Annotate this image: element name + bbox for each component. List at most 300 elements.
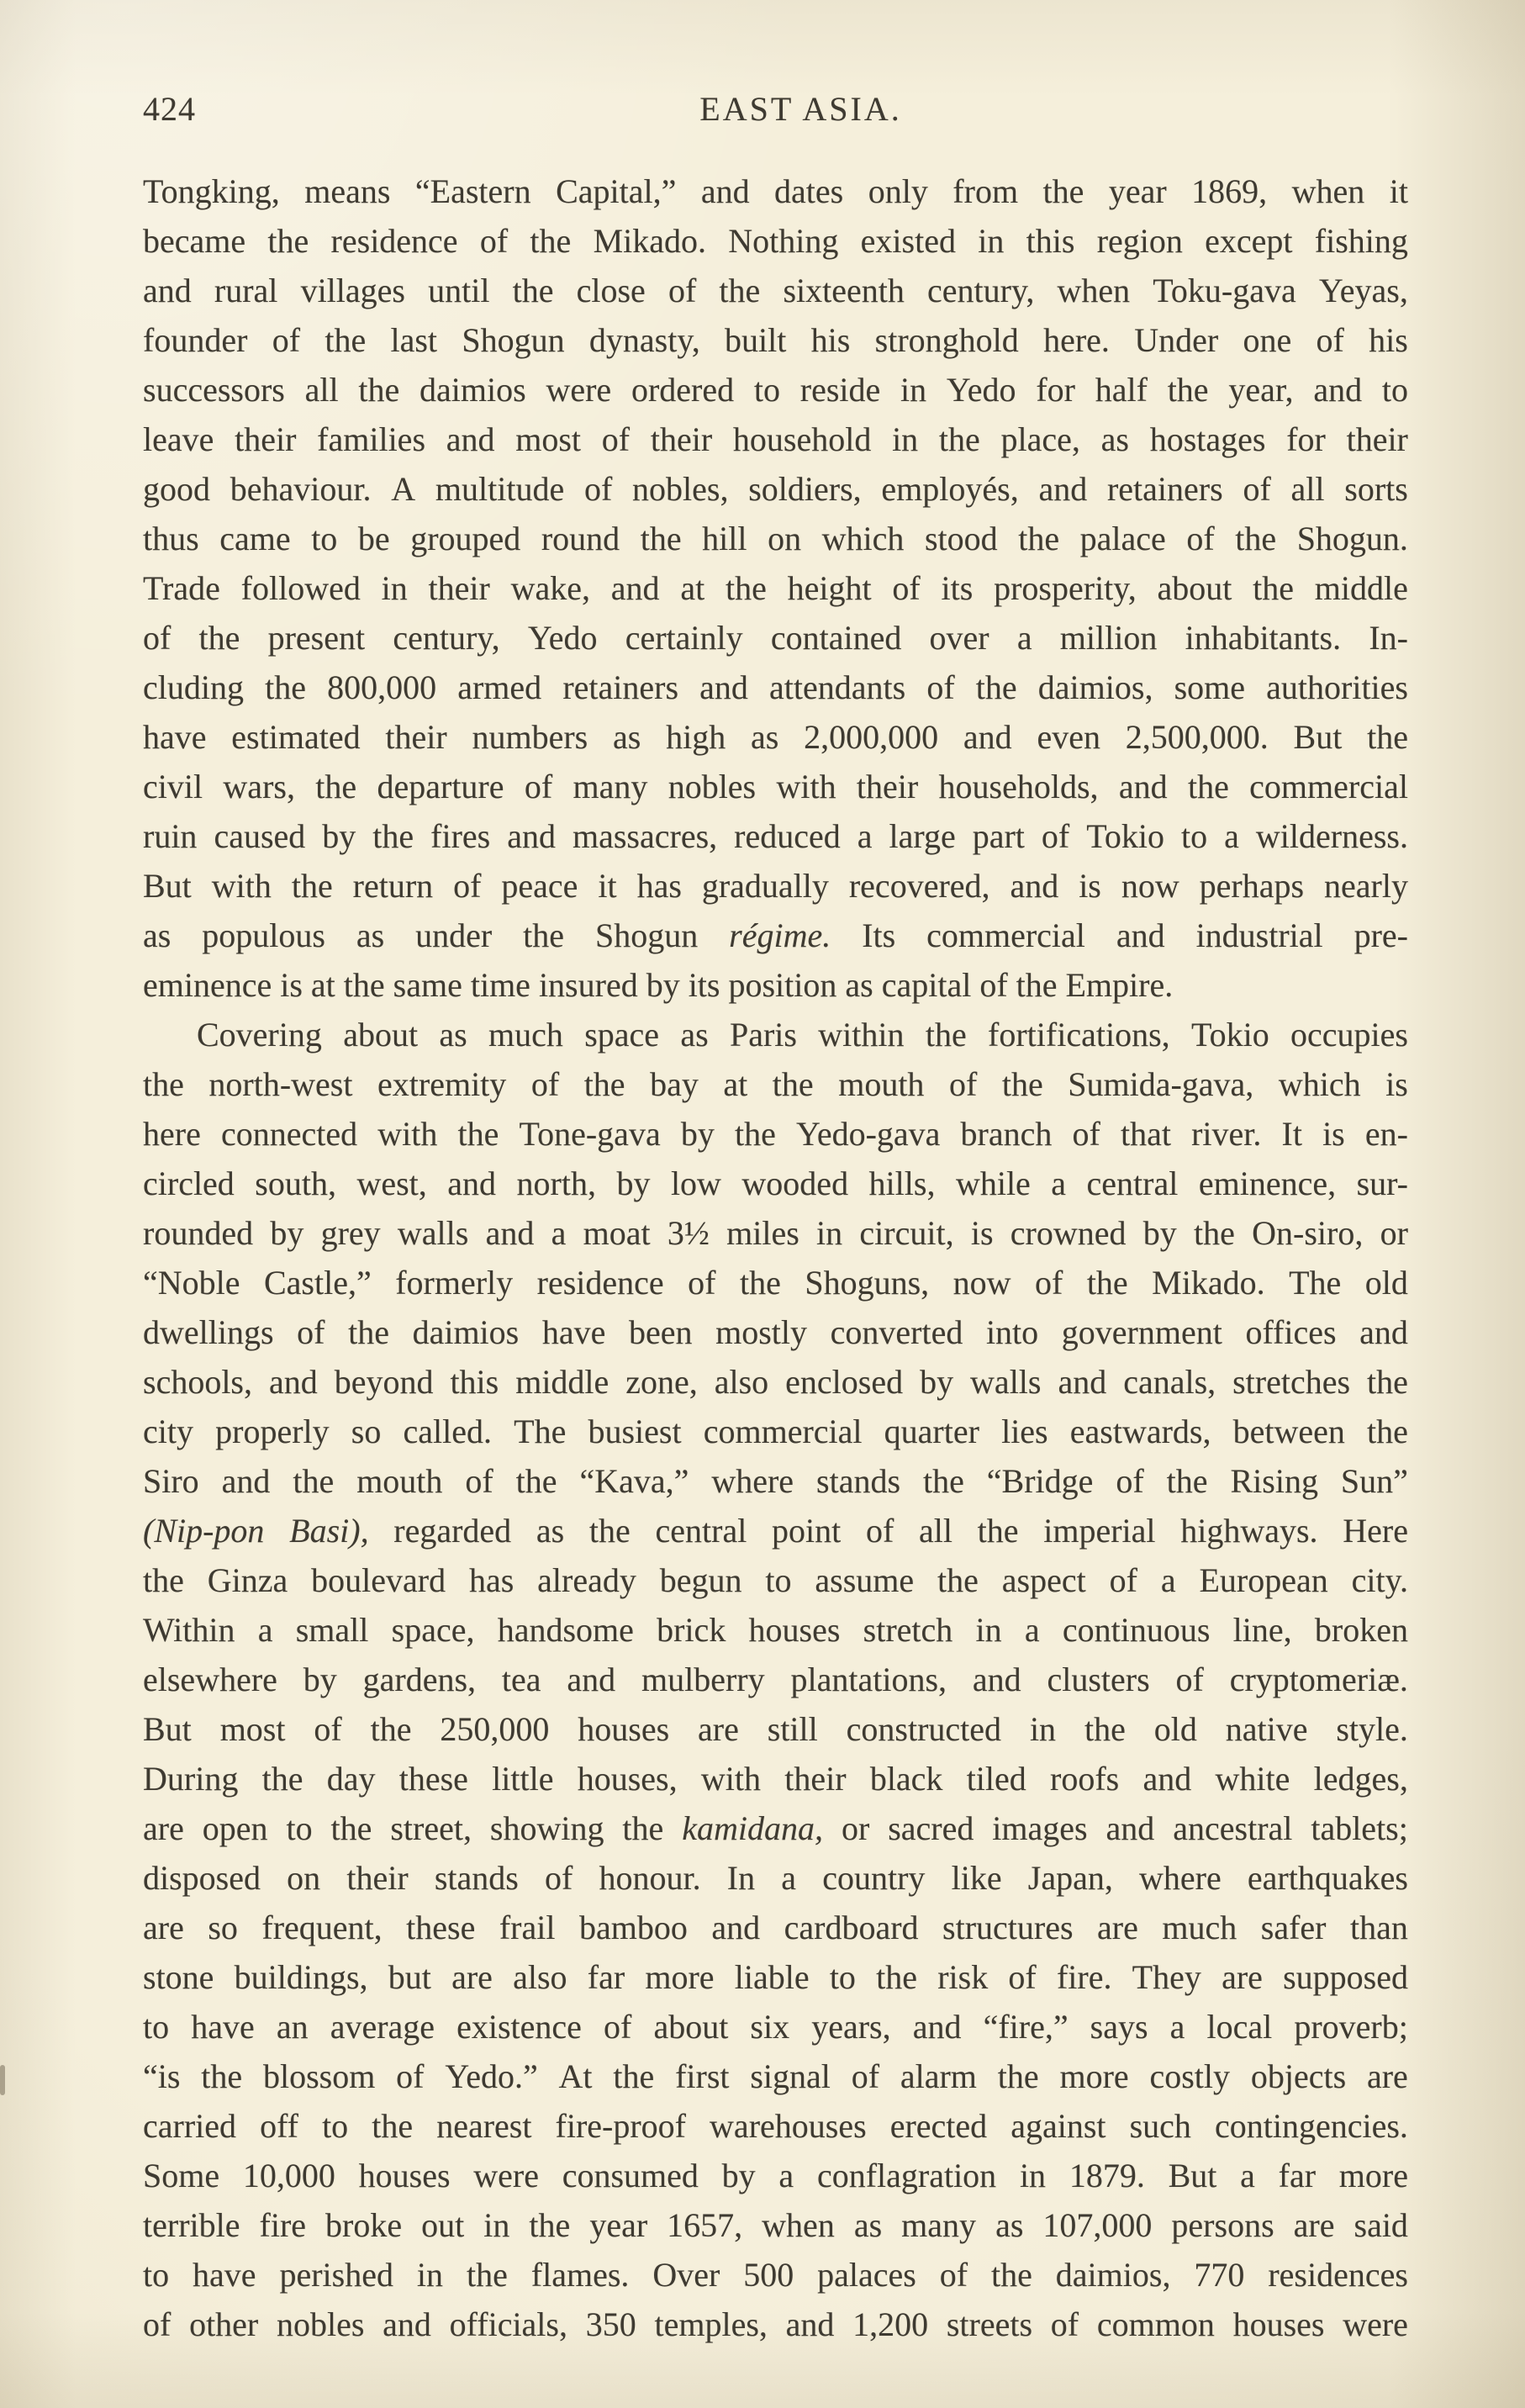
word: fire-proof bbox=[555, 2107, 686, 2145]
word: Nothing bbox=[728, 222, 839, 260]
word: the bbox=[372, 2107, 414, 2145]
word: the bbox=[201, 2057, 243, 2095]
word: and bbox=[567, 1661, 616, 1698]
word: the bbox=[330, 1809, 372, 1847]
word: existed bbox=[860, 222, 956, 260]
word: century, bbox=[927, 272, 1035, 309]
word: and bbox=[447, 1164, 497, 1202]
word: in bbox=[1029, 1710, 1057, 1748]
word: wooded bbox=[741, 1164, 849, 1202]
word: eastwards, bbox=[1069, 1413, 1211, 1450]
word: and bbox=[912, 2008, 962, 2046]
word: fire. bbox=[1056, 1958, 1112, 1996]
word: here bbox=[143, 1115, 201, 1153]
word: soldiers, bbox=[748, 470, 862, 508]
word: these bbox=[406, 1909, 476, 1946]
word: thus bbox=[143, 520, 199, 557]
word: the bbox=[772, 1065, 814, 1103]
word: also bbox=[513, 1958, 567, 1996]
word: rural bbox=[214, 272, 278, 309]
word: as bbox=[143, 916, 171, 954]
word: and bbox=[143, 272, 192, 309]
text-line bbox=[143, 911, 1408, 960]
word: its bbox=[941, 569, 974, 607]
word: a bbox=[1051, 1164, 1067, 1202]
word: warehouses bbox=[710, 2107, 867, 2145]
word: perhaps bbox=[1199, 867, 1305, 905]
word: about bbox=[343, 1016, 419, 1054]
text-line bbox=[143, 712, 1408, 762]
page-header bbox=[143, 89, 1408, 131]
word: estimated bbox=[231, 718, 361, 756]
word: Yedo-gava bbox=[795, 1115, 941, 1153]
word: Within bbox=[143, 1611, 235, 1649]
word: multitude bbox=[435, 470, 565, 508]
word: of bbox=[583, 470, 613, 508]
word: contingencies. bbox=[1215, 2107, 1408, 2145]
word: north, bbox=[516, 1164, 596, 1202]
word: perished bbox=[279, 2256, 393, 2294]
word: massacres, bbox=[572, 817, 718, 855]
word: followed bbox=[240, 569, 361, 607]
word: formerly bbox=[395, 1264, 514, 1302]
word: in bbox=[416, 2256, 444, 2294]
word: until bbox=[428, 272, 490, 309]
word: of bbox=[1186, 520, 1215, 557]
word: space bbox=[584, 1016, 660, 1054]
word: of bbox=[939, 2256, 968, 2294]
word: extremity bbox=[377, 1065, 507, 1103]
word: day bbox=[326, 1760, 376, 1798]
word: offices bbox=[1245, 1313, 1337, 1351]
word: dwellings bbox=[143, 1313, 274, 1351]
word: to bbox=[1381, 371, 1408, 409]
word: sixteenth bbox=[783, 272, 905, 309]
word: 107,000 bbox=[1042, 2206, 1153, 2244]
word: is bbox=[970, 1214, 994, 1252]
word: lies bbox=[1001, 1413, 1048, 1450]
word: into bbox=[985, 1313, 1039, 1351]
text-line bbox=[143, 613, 1408, 663]
word: officials, bbox=[449, 2305, 567, 2343]
word: with bbox=[377, 1115, 438, 1153]
word: During bbox=[143, 1760, 239, 1798]
word: of bbox=[851, 2057, 880, 2095]
word: old bbox=[1153, 1710, 1197, 1748]
word: objects bbox=[1250, 2057, 1347, 2095]
word: were bbox=[546, 371, 612, 409]
word: in bbox=[978, 222, 1005, 260]
word: return bbox=[352, 867, 434, 905]
word: signal bbox=[750, 2057, 831, 2095]
word: nearly bbox=[1324, 867, 1408, 905]
word: at bbox=[723, 1065, 748, 1103]
word: hostages bbox=[1149, 420, 1266, 458]
scan-edge-mark bbox=[0, 2065, 5, 2095]
word: far bbox=[587, 1958, 625, 1996]
word: Covering bbox=[197, 1016, 322, 1054]
text-line bbox=[143, 2002, 1408, 2052]
text-line bbox=[143, 2101, 1408, 2151]
word: and bbox=[699, 668, 748, 706]
word: on bbox=[768, 520, 802, 557]
word: the bbox=[876, 1958, 918, 1996]
word: the bbox=[1367, 1363, 1408, 1401]
text-line bbox=[143, 1109, 1408, 1159]
text-line bbox=[143, 514, 1408, 563]
word: inhabitants. bbox=[1185, 619, 1342, 657]
word: canals, bbox=[1123, 1363, 1216, 1401]
word: safer bbox=[1260, 1909, 1327, 1946]
word: year bbox=[589, 2206, 648, 2244]
word: the bbox=[1167, 371, 1209, 409]
word: It bbox=[1281, 1115, 1302, 1153]
word: authorities bbox=[1266, 668, 1408, 706]
word: as bbox=[536, 1512, 565, 1550]
word: to bbox=[829, 1958, 856, 1996]
word: 1869, bbox=[1191, 172, 1268, 210]
word: as bbox=[613, 718, 641, 756]
word: and bbox=[446, 420, 495, 458]
word: flames. bbox=[530, 2256, 630, 2294]
word: European bbox=[1199, 1561, 1328, 1599]
word: houses bbox=[578, 1710, 670, 1748]
word: hill bbox=[702, 520, 747, 557]
word: to bbox=[143, 2008, 170, 2046]
text-line bbox=[143, 166, 1408, 216]
word: the bbox=[938, 420, 980, 458]
word: a bbox=[1240, 2157, 1255, 2194]
word: and bbox=[268, 1363, 318, 1401]
word: middle bbox=[515, 1363, 609, 1401]
word: more bbox=[645, 1958, 715, 1996]
word: 1657, bbox=[667, 2206, 743, 2244]
word: the bbox=[529, 2206, 571, 2244]
word: to bbox=[1181, 817, 1208, 855]
word: to bbox=[753, 371, 780, 409]
word: six bbox=[750, 2008, 790, 2046]
word: their bbox=[428, 569, 490, 607]
word: Its bbox=[862, 916, 896, 954]
word: frail bbox=[499, 1909, 556, 1946]
word: houses bbox=[1232, 2305, 1325, 2343]
word: palace bbox=[1079, 520, 1166, 557]
word: of bbox=[1175, 1661, 1204, 1698]
word: the bbox=[370, 1710, 412, 1748]
word: reside bbox=[799, 371, 881, 409]
word: liable bbox=[734, 1958, 810, 1996]
word: is bbox=[1079, 867, 1101, 905]
word: round bbox=[541, 520, 620, 557]
word: 250,000 bbox=[440, 1710, 550, 1748]
word: a bbox=[857, 817, 873, 855]
word: and bbox=[700, 172, 750, 210]
word: and bbox=[1038, 470, 1088, 508]
word: honour. bbox=[599, 1859, 701, 1897]
word: where bbox=[711, 1462, 794, 1500]
word: the bbox=[1367, 718, 1408, 756]
word: villages bbox=[300, 272, 405, 309]
word: for bbox=[1036, 371, 1075, 409]
word: fires bbox=[430, 817, 491, 855]
word: the bbox=[1187, 768, 1229, 805]
word: en- bbox=[1364, 1115, 1408, 1153]
word: nobles bbox=[276, 2305, 365, 2343]
word: their bbox=[650, 420, 713, 458]
word: ruin bbox=[143, 817, 198, 855]
word: residence bbox=[330, 222, 458, 260]
word: conflagration bbox=[816, 2157, 997, 2194]
word: by bbox=[680, 1115, 715, 1153]
word: Over bbox=[652, 2256, 720, 2294]
word: “fire,” bbox=[983, 2008, 1069, 2046]
word: Tokio bbox=[1190, 1016, 1269, 1054]
word: reduced bbox=[734, 817, 841, 855]
word: of bbox=[272, 321, 301, 359]
word: successors bbox=[143, 371, 285, 409]
paragraph bbox=[143, 166, 1408, 1010]
word: In bbox=[726, 1859, 756, 1897]
text-line bbox=[143, 861, 1408, 911]
word: Tongking, bbox=[143, 172, 280, 210]
word: are bbox=[1366, 2057, 1408, 2095]
word: his bbox=[1369, 321, 1408, 359]
word: city. bbox=[1351, 1561, 1408, 1599]
word: the bbox=[997, 2057, 1039, 2095]
word: says bbox=[1090, 2008, 1148, 2046]
word: industrial bbox=[1195, 916, 1323, 954]
word: by bbox=[303, 1661, 337, 1698]
word: of bbox=[545, 1859, 573, 1897]
word: became bbox=[143, 222, 246, 260]
word: which bbox=[1278, 1065, 1361, 1103]
word: are bbox=[143, 1809, 184, 1847]
word: the bbox=[922, 1462, 964, 1500]
word: the bbox=[1001, 1065, 1043, 1103]
word: means bbox=[304, 172, 391, 210]
word: the bbox=[315, 768, 357, 805]
word: local bbox=[1206, 2008, 1273, 2046]
word: in bbox=[892, 420, 919, 458]
word: the bbox=[143, 1065, 184, 1103]
word: the bbox=[198, 619, 240, 657]
word: retainers bbox=[1106, 470, 1223, 508]
word: large bbox=[889, 817, 956, 855]
word: all bbox=[304, 371, 339, 409]
word: 770 bbox=[1194, 2256, 1245, 2294]
word: south, bbox=[255, 1164, 336, 1202]
word: disposed bbox=[143, 1859, 261, 1897]
word: of bbox=[453, 867, 482, 905]
word: the bbox=[512, 272, 554, 309]
word: The bbox=[1289, 1264, 1342, 1302]
word: as bbox=[439, 1016, 467, 1054]
word: families bbox=[317, 420, 426, 458]
word: commercial bbox=[703, 1413, 863, 1450]
word: “is bbox=[143, 2057, 181, 2095]
word: Paris bbox=[729, 1016, 797, 1054]
running-title: EAST ASIA. bbox=[699, 90, 902, 128]
word: called. bbox=[403, 1413, 492, 1450]
word: while bbox=[955, 1164, 1031, 1202]
word: erected bbox=[889, 2107, 988, 2145]
word: bamboo bbox=[578, 1909, 688, 1946]
text-line: eminence is at the same time insured by its position as capital of the Empire. bbox=[143, 966, 1174, 1004]
word: far bbox=[1278, 2157, 1317, 2194]
word: founder bbox=[143, 321, 248, 359]
word: have bbox=[541, 1313, 606, 1351]
word: But bbox=[143, 867, 192, 905]
word: Yedo bbox=[946, 371, 1016, 409]
text-line bbox=[143, 1605, 1408, 1655]
word: mostly bbox=[715, 1313, 808, 1351]
word: 500 bbox=[743, 2256, 794, 2294]
word: native bbox=[1225, 1710, 1308, 1748]
word: enclosed bbox=[785, 1363, 904, 1401]
word: Yeyas, bbox=[1318, 272, 1408, 309]
word: Shoguns, bbox=[805, 1264, 930, 1302]
text-line bbox=[143, 266, 1408, 315]
word: out bbox=[421, 2206, 465, 2244]
word: occupies bbox=[1290, 1016, 1408, 1054]
word: the bbox=[1193, 1214, 1235, 1252]
word: other bbox=[189, 2305, 259, 2343]
word: sur- bbox=[1356, 1164, 1408, 1202]
word: only bbox=[868, 172, 928, 210]
word: to bbox=[143, 2256, 170, 2294]
word: residences bbox=[1268, 2256, 1408, 2294]
word: as bbox=[853, 2206, 883, 2244]
text-line bbox=[143, 2151, 1408, 2200]
word: properly bbox=[215, 1413, 330, 1450]
word: to bbox=[286, 1809, 313, 1847]
word: the bbox=[1253, 569, 1295, 607]
word: Ginza bbox=[207, 1561, 288, 1599]
word: in bbox=[1019, 2157, 1047, 2194]
word: of bbox=[948, 1065, 978, 1103]
word: of bbox=[1116, 1462, 1144, 1500]
word: a bbox=[1016, 619, 1032, 657]
word: much bbox=[1162, 1909, 1237, 1946]
word: their bbox=[856, 768, 919, 805]
word: of bbox=[865, 1512, 894, 1550]
word: white bbox=[1215, 1760, 1290, 1798]
word: this bbox=[450, 1363, 499, 1401]
word: the bbox=[348, 1313, 389, 1351]
word: crowned bbox=[1010, 1214, 1127, 1252]
word: of bbox=[524, 768, 553, 805]
word: for bbox=[1286, 420, 1326, 458]
word: but bbox=[388, 1958, 431, 1996]
word: and bbox=[1118, 768, 1168, 805]
word: as bbox=[995, 2206, 1024, 2244]
word: gardens, bbox=[362, 1661, 477, 1698]
text-line bbox=[143, 1853, 1408, 1903]
word: open bbox=[202, 1809, 268, 1847]
word: the bbox=[523, 916, 565, 954]
word: were bbox=[473, 2157, 539, 2194]
word: and bbox=[1116, 916, 1165, 954]
word: their bbox=[235, 420, 297, 458]
word: the bbox=[640, 520, 682, 557]
word: gradually bbox=[701, 867, 829, 905]
word: the bbox=[1166, 1462, 1208, 1500]
word: mouth bbox=[356, 1462, 443, 1500]
word: of bbox=[479, 222, 509, 260]
text-line bbox=[143, 663, 1408, 712]
word: aspect bbox=[1001, 1561, 1086, 1599]
paragraph bbox=[143, 1010, 1408, 2349]
word: Trade bbox=[143, 569, 220, 607]
word: of bbox=[668, 272, 697, 309]
word: of bbox=[926, 668, 955, 706]
word: (Nip-pon bbox=[143, 1512, 265, 1550]
word: sorts bbox=[1344, 470, 1408, 508]
word: images bbox=[992, 1809, 1088, 1847]
word: commercial bbox=[926, 916, 1085, 954]
word: and bbox=[785, 2305, 835, 2343]
word: certainly bbox=[625, 619, 743, 657]
text-line bbox=[143, 216, 1408, 266]
word: the bbox=[265, 668, 306, 706]
word: supposed bbox=[1283, 1958, 1408, 1996]
word: some bbox=[1174, 668, 1246, 706]
word: At bbox=[558, 2057, 593, 2095]
word: continuous bbox=[1062, 1611, 1211, 1649]
word: style. bbox=[1336, 1710, 1408, 1748]
word: all bbox=[918, 1512, 952, 1550]
word: more bbox=[1059, 2057, 1129, 2095]
word: daimios, bbox=[1055, 2256, 1171, 2294]
word: buildings, bbox=[234, 1958, 368, 1996]
word: commercial bbox=[1249, 768, 1408, 805]
word: of bbox=[892, 569, 921, 607]
word: pre- bbox=[1354, 916, 1408, 954]
word: that bbox=[1120, 1115, 1171, 1153]
word: are bbox=[143, 1909, 184, 1946]
word: stone bbox=[143, 1958, 214, 1996]
word: the bbox=[457, 1115, 499, 1153]
text-line bbox=[143, 1903, 1408, 1952]
word: “Kava,” bbox=[579, 1462, 689, 1500]
word: has bbox=[468, 1561, 514, 1599]
word: region bbox=[1096, 222, 1183, 260]
word: nobles bbox=[668, 768, 757, 805]
word: 350 bbox=[585, 2305, 636, 2343]
word: is bbox=[1322, 1115, 1345, 1153]
word: household bbox=[732, 420, 872, 458]
text-line bbox=[143, 1059, 1408, 1109]
text-line bbox=[143, 1754, 1408, 1803]
word: with bbox=[776, 768, 836, 805]
word: central bbox=[1086, 1164, 1179, 1202]
word: the bbox=[719, 272, 761, 309]
word: still bbox=[767, 1710, 818, 1748]
word: in bbox=[483, 2206, 510, 2244]
word: Yedo bbox=[527, 619, 598, 657]
word: his bbox=[810, 321, 851, 359]
word: They bbox=[1132, 1958, 1201, 1996]
word: the bbox=[293, 1462, 335, 1500]
word: régime. bbox=[729, 916, 831, 954]
word: grouped bbox=[410, 520, 521, 557]
word: frequent, bbox=[261, 1909, 383, 1946]
word: mulberry bbox=[641, 1661, 765, 1698]
word: converted bbox=[830, 1313, 963, 1351]
word: Shogun. bbox=[1296, 520, 1408, 557]
word: of bbox=[314, 1710, 342, 1748]
word: Rising bbox=[1230, 1462, 1318, 1500]
